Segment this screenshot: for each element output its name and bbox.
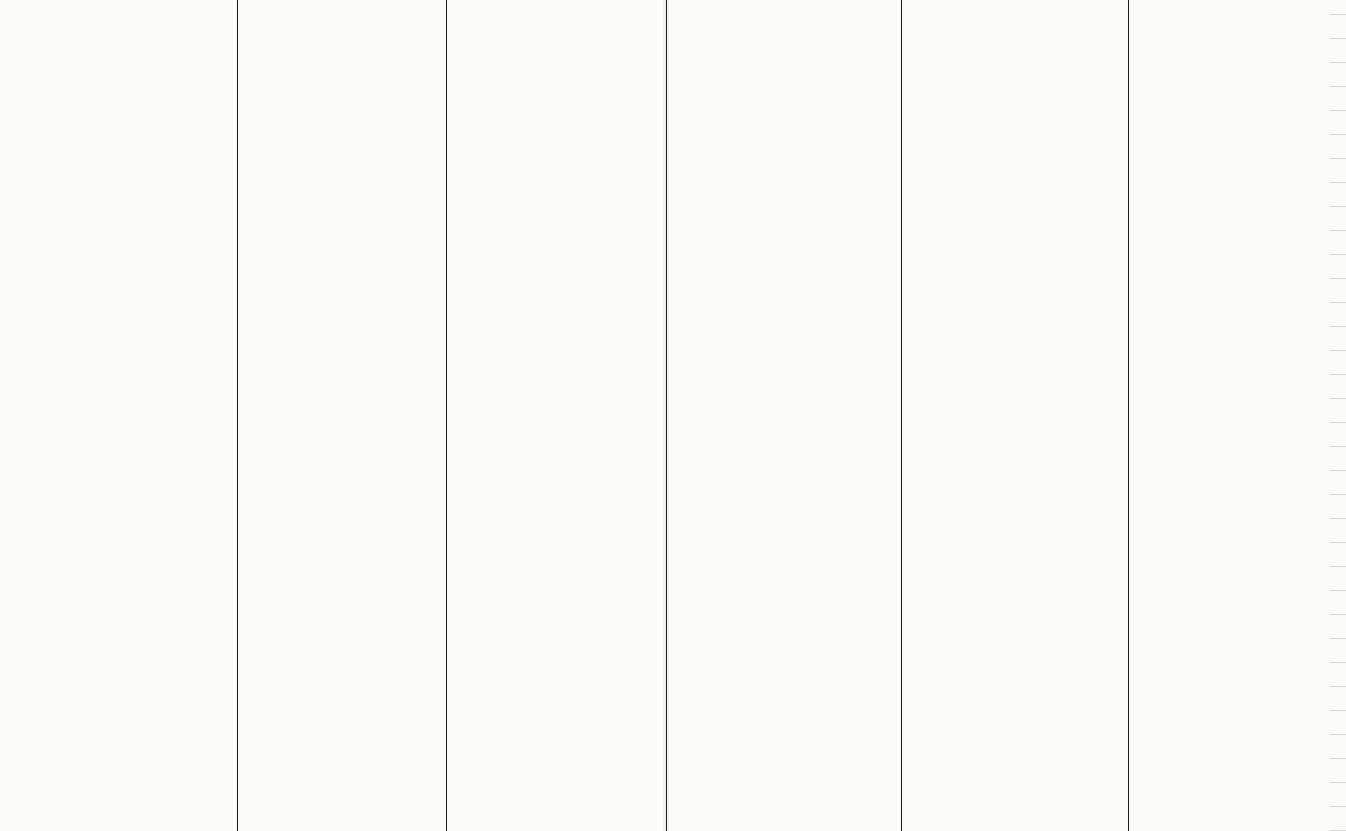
species-column: [1131, 0, 1331, 831]
species-column: [6, 0, 232, 831]
species-column: [449, 0, 663, 831]
column-rule: [1128, 0, 1129, 831]
species-column: [240, 0, 444, 831]
column-rule: [901, 0, 902, 831]
graph-paper-edge: [1330, 0, 1346, 831]
column-rule: [666, 0, 667, 831]
species-column: [904, 0, 1126, 831]
species-column: [669, 0, 899, 831]
column-rule: [446, 0, 447, 831]
column-rule: [237, 0, 238, 831]
